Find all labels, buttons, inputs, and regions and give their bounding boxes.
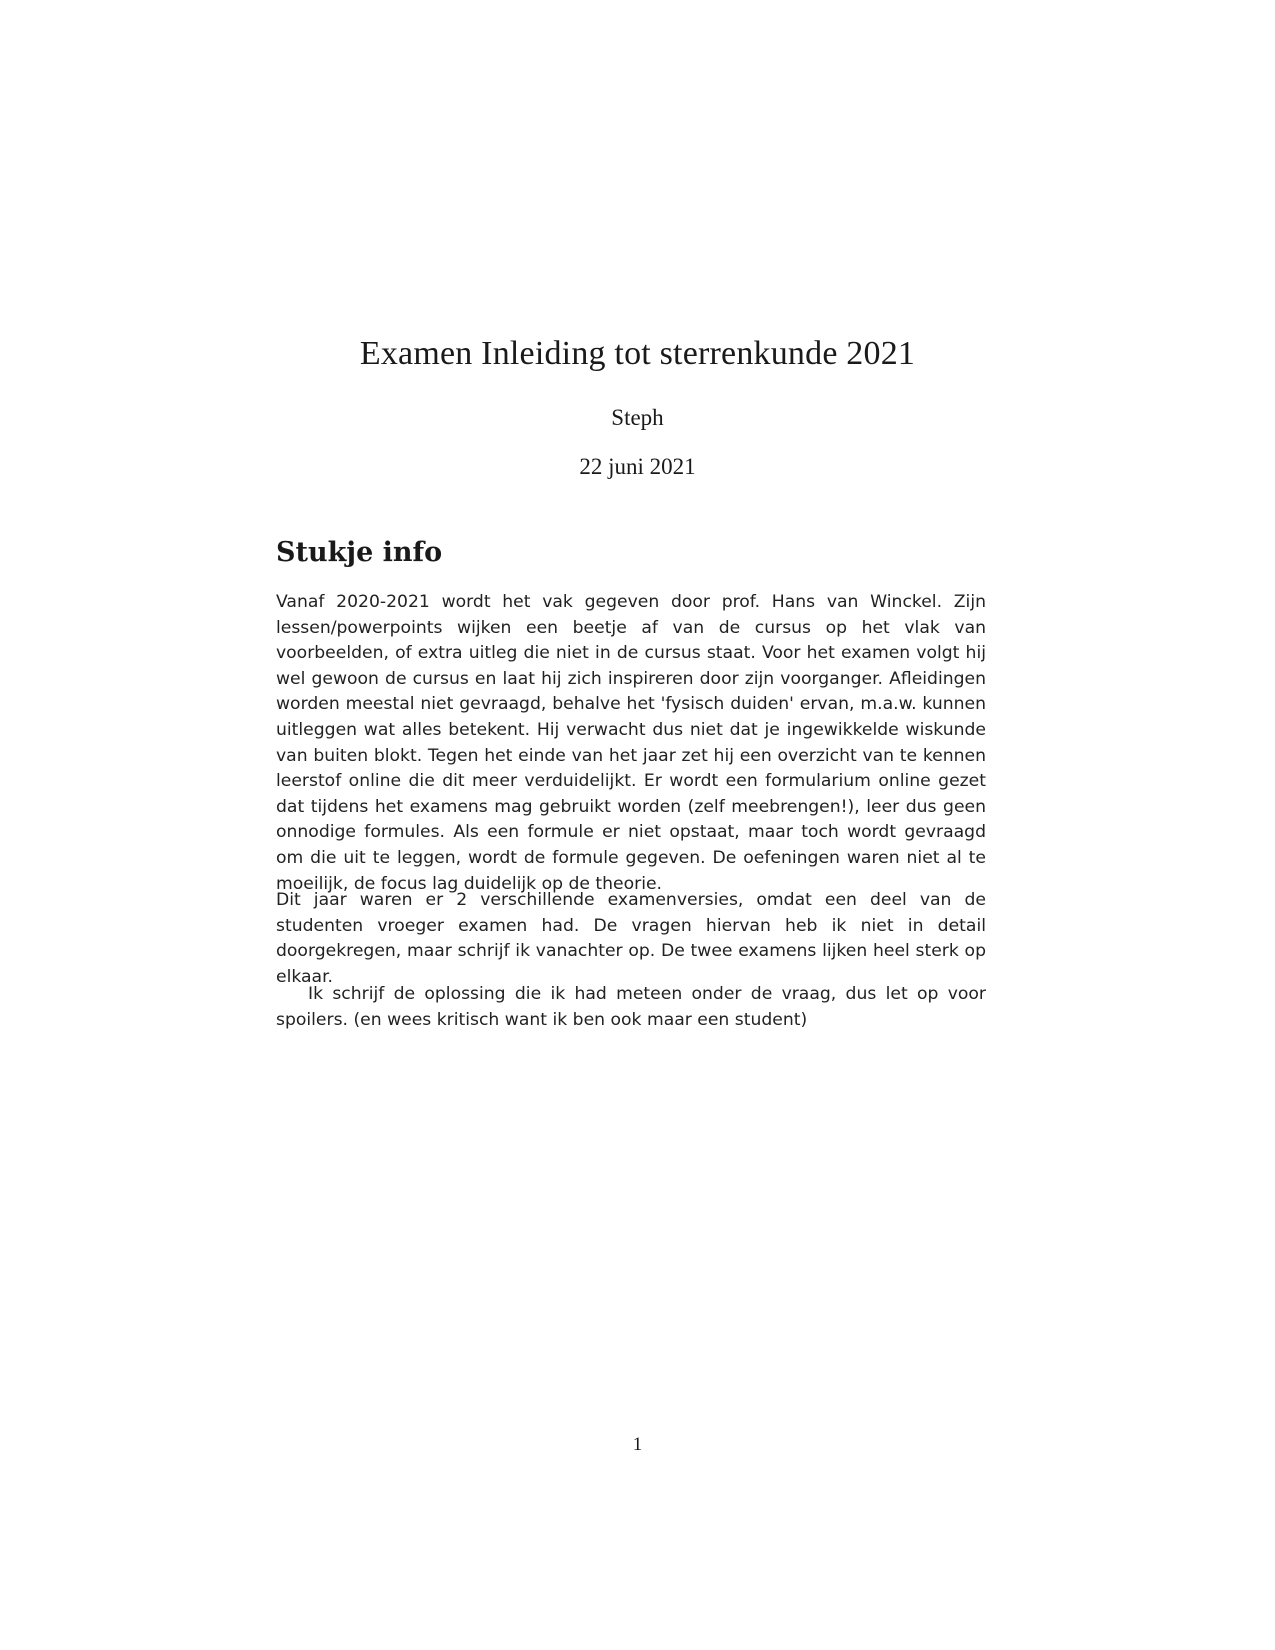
document-title: Examen Inleiding tot sterrenkunde 2021 <box>359 335 916 372</box>
document-author: Steph <box>611 405 664 430</box>
document-date: 22 juni 2021 <box>579 454 696 479</box>
paragraph-course-info: Vanaf 2020-2021 wordt het vak gegeven door prof. Hans van Winckel. Zijn lessen/powerpoints wijken een beetje af van de cursus op het vlak van voorbeelden, of extra uitleg die niet in de cursus staat. Voor het examen volgt hij wel gewoon de cursus en laat hij zich inspireren door zijn voorganger. Afleidingen worden meestal niet gevraagd, behalve het 'fysisch duiden' ervan, m.a.w. kunnen uitleggen wat alles betekent. Hij verwacht dus niet dat je ingewikkelde wiskunde van buiten blokt. Tegen het einde van het jaar zet hij een overzicht van te kennen leerstof online die dit meer verduidelijkt. Er wordt een formularium online gezet dat tijdens het examens mag gebruikt worden (zelf meebrengen!), leer dus geen onnodige formules. Als een formule er niet opstaat, maar toch wordt gevraagd om die uit te leggen, wordt de formule gegeven. De oefeningen waren niet al te moeilijk, de focus lag duidelijk op de theorie. <box>276 592 986 894</box>
paragraph-spoiler-note: Ik schrijf de oplossing die ik had meteen onder de vraag, dus let op voor spoilers. (en wees kritisch want ik ben ook maar een student) <box>276 984 986 1030</box>
paragraph-exam-versions: Dit jaar waren er 2 verschillende examenversies, omdat een deel van de studenten vroeger examen had. De vragen hiervan heb ik niet in detail doorgekregen, maar schrijf ik vanachter op. De twee examens lijken heel sterk op elkaar. <box>276 890 986 987</box>
section-heading: Stukje info <box>276 537 443 568</box>
page-number: 1 <box>632 1434 643 1455</box>
